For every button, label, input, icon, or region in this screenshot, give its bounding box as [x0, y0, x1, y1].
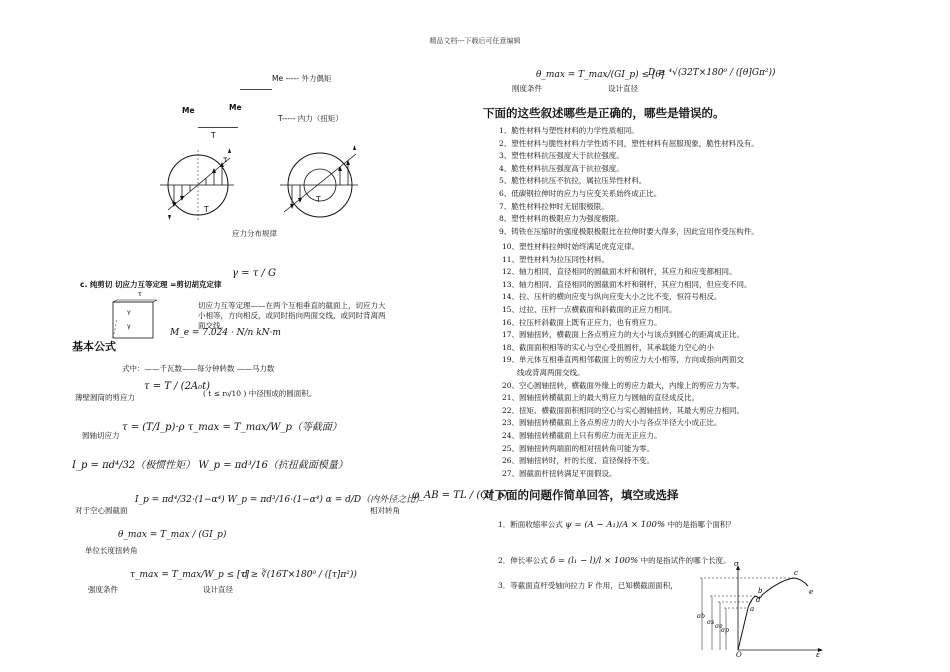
thin-wall-condition: ( t ≤ r₀/10 ) 中径围成的圆面积。	[203, 389, 317, 398]
statement-item: 24、圆轴扭转横截面上只有剪应力而无正应力。	[502, 430, 662, 440]
sigma-p-label: σp	[721, 627, 729, 634]
sigma-s-label: σs	[707, 619, 715, 626]
statement-item: 3、塑性材料抗压强度大于抗拉强度。	[499, 151, 624, 161]
question-3: 3．等截面直杆受轴向拉力 F 作用，已知横截面面积，	[498, 581, 678, 590]
basic-formula-heading: 基本公式	[72, 340, 116, 353]
q1-equation: ψ = (A − A₁)/A × 100%	[565, 520, 666, 530]
statement-list-a	[499, 125, 759, 238]
me-symbol-2: Me	[229, 103, 242, 112]
circular-shaft-equation: τ = (T/I_p)·ρ τ_max = T_max/W_p（等截面）	[122, 422, 342, 433]
statement-item: 26、圆轴扭转时，杆的长度、直径保持不变。	[502, 456, 655, 466]
statement-item: 9、铸铁在压缩时的强度极限极限比在拉伸时要大得多，因此宜用作受压构件。	[499, 226, 759, 236]
statement-item: 20、空心圆轴扭转，横截面外缘上的剪应力最大，内缘上的剪应力为零。	[502, 380, 745, 390]
question-1	[498, 519, 735, 530]
torque-t-symbol: T	[211, 131, 216, 140]
hollow-label: 对于空心圆截面	[75, 506, 128, 515]
stress-circle-solid	[160, 140, 240, 225]
stress-strain-graph	[690, 562, 825, 657]
circle-t-label-1: T	[204, 205, 209, 214]
design-diameter-label-2: 设计直径	[608, 84, 638, 93]
point-c-label: c	[794, 569, 798, 577]
circular-shaft-label: 圆轴切应力	[82, 431, 120, 440]
statement-item: 6、低碳钢拉伸时的应力与应变关系始终成正比。	[499, 188, 662, 198]
divider	[198, 127, 238, 128]
svg-text:Y: Y	[127, 310, 131, 317]
statement-item: 8、塑性材料的极限应力为强度极限。	[499, 214, 624, 224]
torque-label: T----- 内力（扭矩）	[278, 114, 343, 123]
stress-caption: 应力分布规律	[232, 229, 277, 238]
page-header-text: 精品文档---下载后可任意编辑	[429, 37, 521, 45]
statement-item: 12、轴力相同，直径相同的圆截面木杆和钢杆，其应力和应变都相同。	[502, 267, 737, 277]
statement-item: 11、塑性材料为拉压同性材料。	[502, 254, 610, 264]
relative-angle-equation: φ_AB = TL / (GI_p)	[412, 490, 508, 501]
origin-label: O	[736, 651, 742, 659]
where-text: 式中：——千瓦数——每分钟转数 ——马力数	[122, 364, 275, 373]
statement-item: 10、塑性材料拉伸时始终满足虎克定律。	[502, 242, 640, 251]
stress-circle-hollow	[280, 140, 360, 225]
statement-item: 1、脆性材料与塑性材料的力学性质相同。	[499, 126, 639, 135]
statement-item: 22、扭矩、横截面面积相同的空心与实心圆轴扭转，其最大剪应力相同。	[502, 405, 745, 415]
statement-item: 19、单元体互相垂直两相邻截面上的剪应力大小相等，方向或指向两面交	[502, 355, 745, 365]
design-diameter-equation-2: D ≥ ⁴√(32T×180⁰ / ([θ]Gπ²))	[648, 68, 776, 78]
sigma-e-label: σe	[715, 623, 723, 630]
unit-angle-equation: θ_max = T_max / (GI_p)	[118, 530, 227, 540]
statement-item: 23、圆轴扭转横截面上各点剪应力的大小与各点半径大小成正比。	[502, 418, 722, 428]
statement-item: 15、过拉、压杆一点横截面和斜截面的正应力相同。	[502, 304, 677, 314]
me-symbol-1: Me	[182, 106, 195, 115]
section2-title: 对下面的问题作简单回答，填空或选择	[483, 488, 679, 502]
unit-angle-label: 单位长度扭转角	[85, 546, 138, 555]
shear-element-sketch	[105, 290, 165, 345]
statement-item: 7、脆性材料拉伸时无屈服极限。	[499, 201, 609, 211]
q1-suffix: 中的是指哪个面积？	[667, 520, 735, 529]
svg-text:τ: τ	[138, 291, 142, 298]
statement-item: 5、脆性材料抗压不抗拉，属拉压异性材料。	[499, 176, 647, 186]
stiffness-label: 刚度条件	[512, 84, 542, 93]
sigma-axis-label: σ	[734, 560, 739, 568]
statement-item: 25、圆轴扭转两端面的相对扭转角可能为零。	[502, 443, 655, 453]
stiffness-equation: θ_max = T_max/(GI_p) ≤ [θ]	[536, 70, 665, 80]
tau-mark: τ	[223, 155, 228, 164]
shear-law-text: 切应力互等定理——在两个互相垂直的截面上，切应力大小相等，方向相反，或同时指向两面交线，或同时背离两面交线。	[198, 301, 386, 330]
q1-prefix: 1．断面收缩率公式	[498, 520, 563, 529]
design-diameter-label: 设计直径	[203, 585, 233, 594]
section1-title: 下面的这些叙述哪些是正确的，哪些是错误的。	[483, 106, 725, 120]
point-d-label: d	[756, 596, 761, 604]
statement-list-b	[502, 241, 752, 480]
statement-item: 27、圆截面杆扭转满足平面假设。	[502, 468, 617, 478]
statement-item: 14、拉、压杆的横向应变与纵向应变大小之比不变，恒符号相反。	[502, 292, 722, 302]
strength-label: 强度条件	[88, 585, 118, 594]
statement-item: 17、圆轴扭转，横截面上各点剪应力的大小与该点到圆心的距离成正比。	[502, 330, 745, 340]
q2-prefix: 2．伸长率公式	[498, 556, 548, 565]
point-b-label: b	[758, 587, 763, 595]
q2-equation: δ = (l₁ − l)/l × 100%	[550, 556, 639, 566]
me-equation: M_e = 7.024 · N/n kN·m	[170, 328, 281, 338]
strength-equation: τ_max = T_max/W_p ≤ [τ]	[130, 570, 250, 580]
hollow-equation: I_p = πd⁴/32·(1−α⁴) W_p = πd³/16·(1−α⁴) α = d/D（内外径之比）	[135, 495, 425, 505]
q2-suffix: 中的是指试件的哪个长度。	[640, 556, 731, 565]
statement-item: 2、塑性材料与脆性材料力学性质不同，塑性材料有屈服现象，脆性材料没有。	[499, 138, 759, 148]
design-diameter-equation: d ≥ ∛(16T×180⁰ / ([τ]π²))	[242, 570, 357, 580]
statement-item: 16、拉压杆斜截面上既有正应力，也有剪应力。	[502, 317, 662, 327]
hooke-equation: γ = τ / G	[232, 268, 276, 279]
divider	[240, 89, 272, 90]
epsilon-axis-label: ε	[816, 651, 820, 659]
circle-t-label-2: T	[316, 195, 321, 204]
me-label: Me ----- 外力偶矩	[272, 74, 332, 83]
point-a-label: a	[750, 605, 755, 613]
pure-shear-title: c. 纯剪切 切应力互等定理 =剪切胡克定律	[80, 280, 222, 289]
statement-item: 线或背离两面交线。	[517, 367, 585, 377]
statement-item: 4、脆性材料抗压强度高于抗拉强度。	[499, 163, 624, 173]
relative-angle-label: 相对转角	[370, 506, 400, 515]
point-e-label: e	[809, 588, 814, 596]
sigma-b-label: σb	[697, 613, 705, 620]
svg-text:γ: γ	[127, 323, 131, 330]
statement-item: 18、截面面积相等的实心与空心受扭圆杆，其承载能力空心的小	[502, 342, 715, 352]
statement-item: 13、轴力相同、直径相同的圆截面木杆和钢杆，其应力相同，但应变不同。	[502, 279, 752, 289]
ip-equation: I_p = πd⁴/32（极惯性矩） W_p = πd³/16（抗扭截面模量）	[72, 460, 348, 471]
thin-wall-label: 薄壁圆筒的剪应力	[75, 393, 135, 402]
statement-item: 21、圆轴扭转横截面上的最大剪应力与圆轴的直径成反比。	[502, 393, 700, 403]
thin-wall-equation: τ = T / (2A₀t)	[144, 381, 211, 392]
